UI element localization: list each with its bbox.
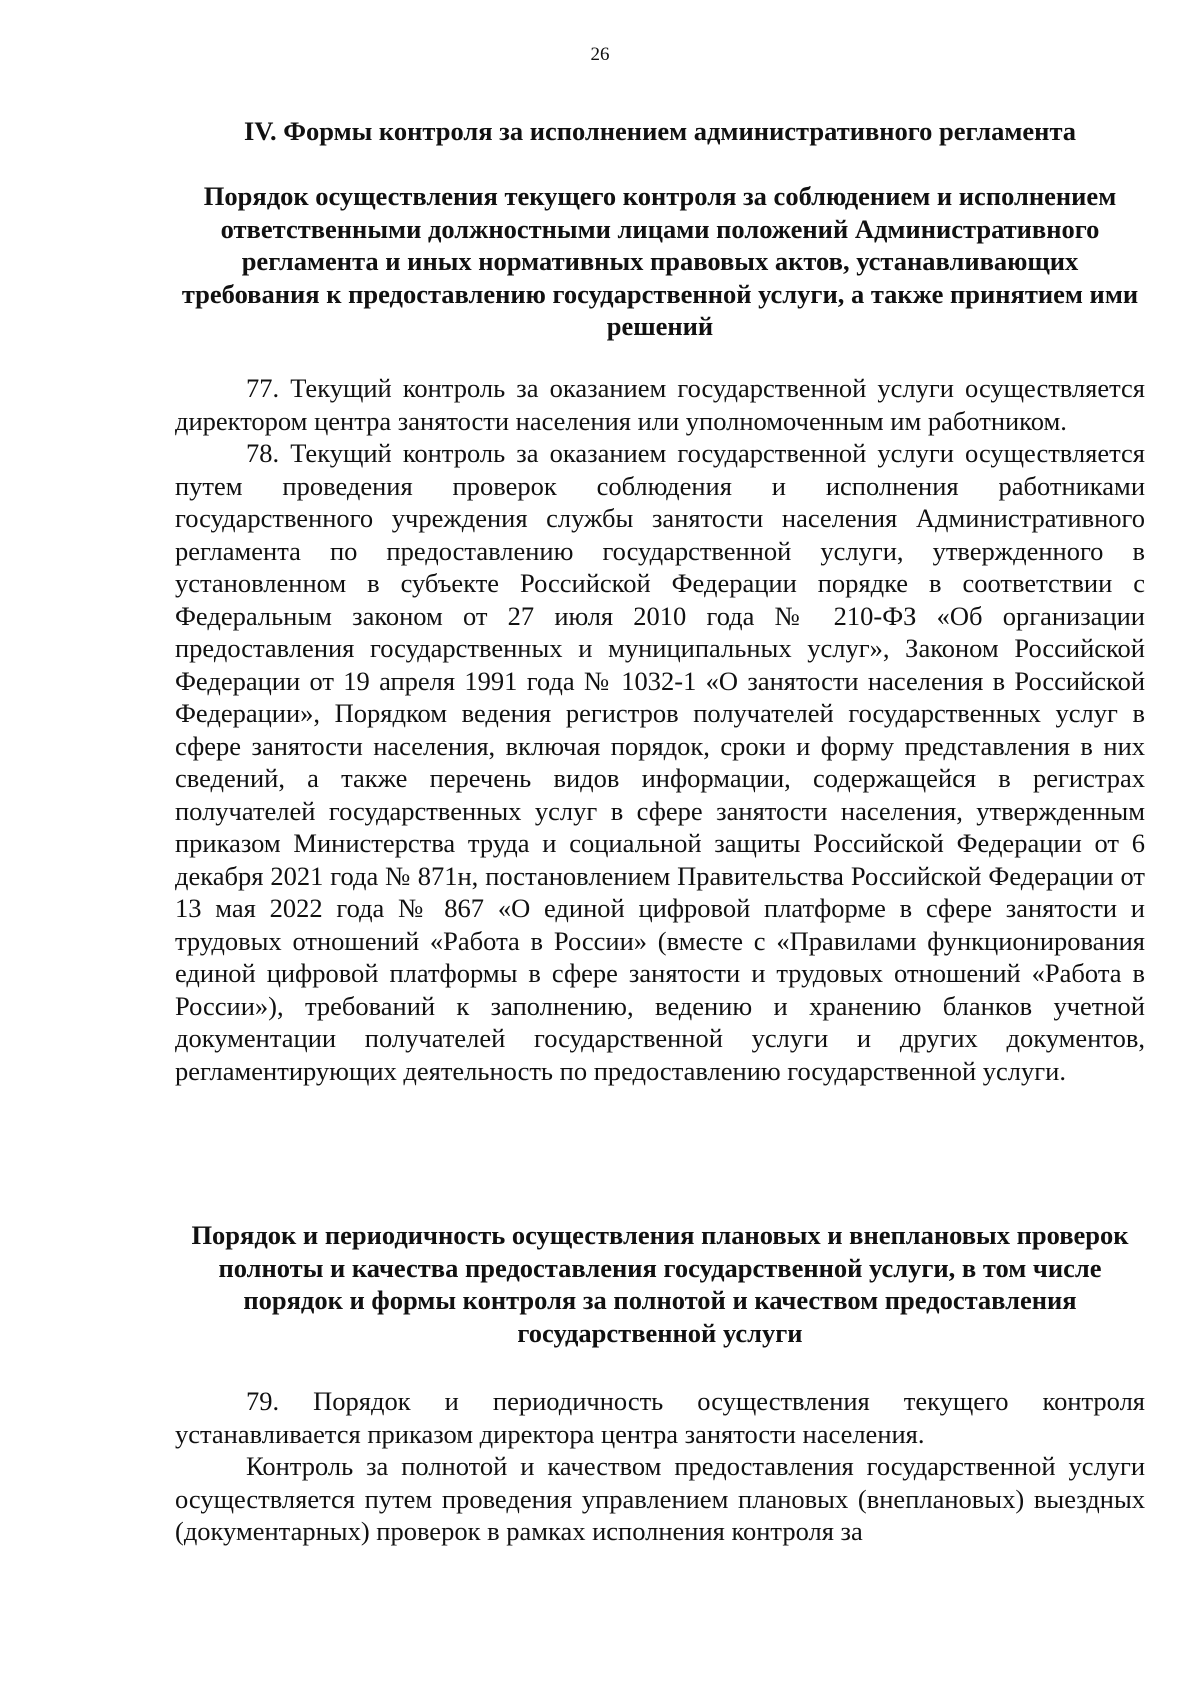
body-text-block-2 <box>175 1385 1145 1548</box>
section-title: IV. Формы контроля за исполнением административного регламента <box>243 116 1077 146</box>
body-text-block-1 <box>175 372 1145 1087</box>
subsection-heading-current-control: Порядок осуществления текущего контроля за соблюдением и исполнением ответственными должностными лицами положений Административного регламента и иных нормативных правовых актов, устанавливающих требования к предоставлению государственной услуги, а также принятием ими решений <box>181 181 1139 341</box>
page-number: 26 <box>590 44 610 65</box>
paragraph-quality-control: Контроль за полнотой и качеством предоставления государственной услуги осуществляется путем проведения управлением плановых (внеплановых) выездных (документарных) проверок в рамках исполнения контроля за <box>175 1451 1145 1546</box>
paragraph-79: 79. Порядок и периодичность осуществления текущего контроля устанавливается приказом директора центра занятости населения. <box>175 1386 1145 1449</box>
paragraph-78: 78. Текущий контроль за оказанием государственной услуги осуществляется путем проведения проверок соблюдения и исполнения работниками государственного учреждения службы занятости населения Административного регламента по предоставлению государственной услуги, утвержденного в установленном в субъекте Российской Федерации порядке в соответствии с Федеральным законом от 27 июля 2010 года № 210-ФЗ «Об организации предоставления государственных и муниципальных услуг», Законом Российской Федерации от 19 апреля 1991 года № 1032-1 «О занятости населения в Российской Федерации», Порядком ведения регистров получателей государственных услуг в сфере занятости населения, включая порядок, сроки и форму представления в них сведений, а также перечень видов информации, содержащейся в регистрах получателей государственных услуг в сфере занятости населения, утвержденным приказом Министерства труда и социальной защиты Российской Федерации от 6 декабря 2021 года № 871н, постановлением Правительства Российской Федерации от 13 мая 2022 года № 867 «О единой цифровой платформе в сфере занятости и трудовых отношений «Работа в России» (вместе с «Правилами функционирования единой цифровой платформы в сфере занятости и трудовых отношений «Работа в России»), требований к заполнению, ведению и хранению бланков учетной документации получателей государственной услуги и других документов, регламентирующих деятельность по предоставлению государственной услуги. <box>175 438 1145 1086</box>
subsection-heading-inspections: Порядок и периодичность осуществления плановых и внеплановых проверок полноты и качества предоставления государственной услуги, в том числе порядок и формы контроля за полнотой и качеством предоставления государственной услуги <box>191 1220 1129 1348</box>
paragraph-77: 77. Текущий контроль за оказанием государственной услуги осуществляется директором центра занятости населения или уполномоченным им работником. <box>175 373 1145 436</box>
